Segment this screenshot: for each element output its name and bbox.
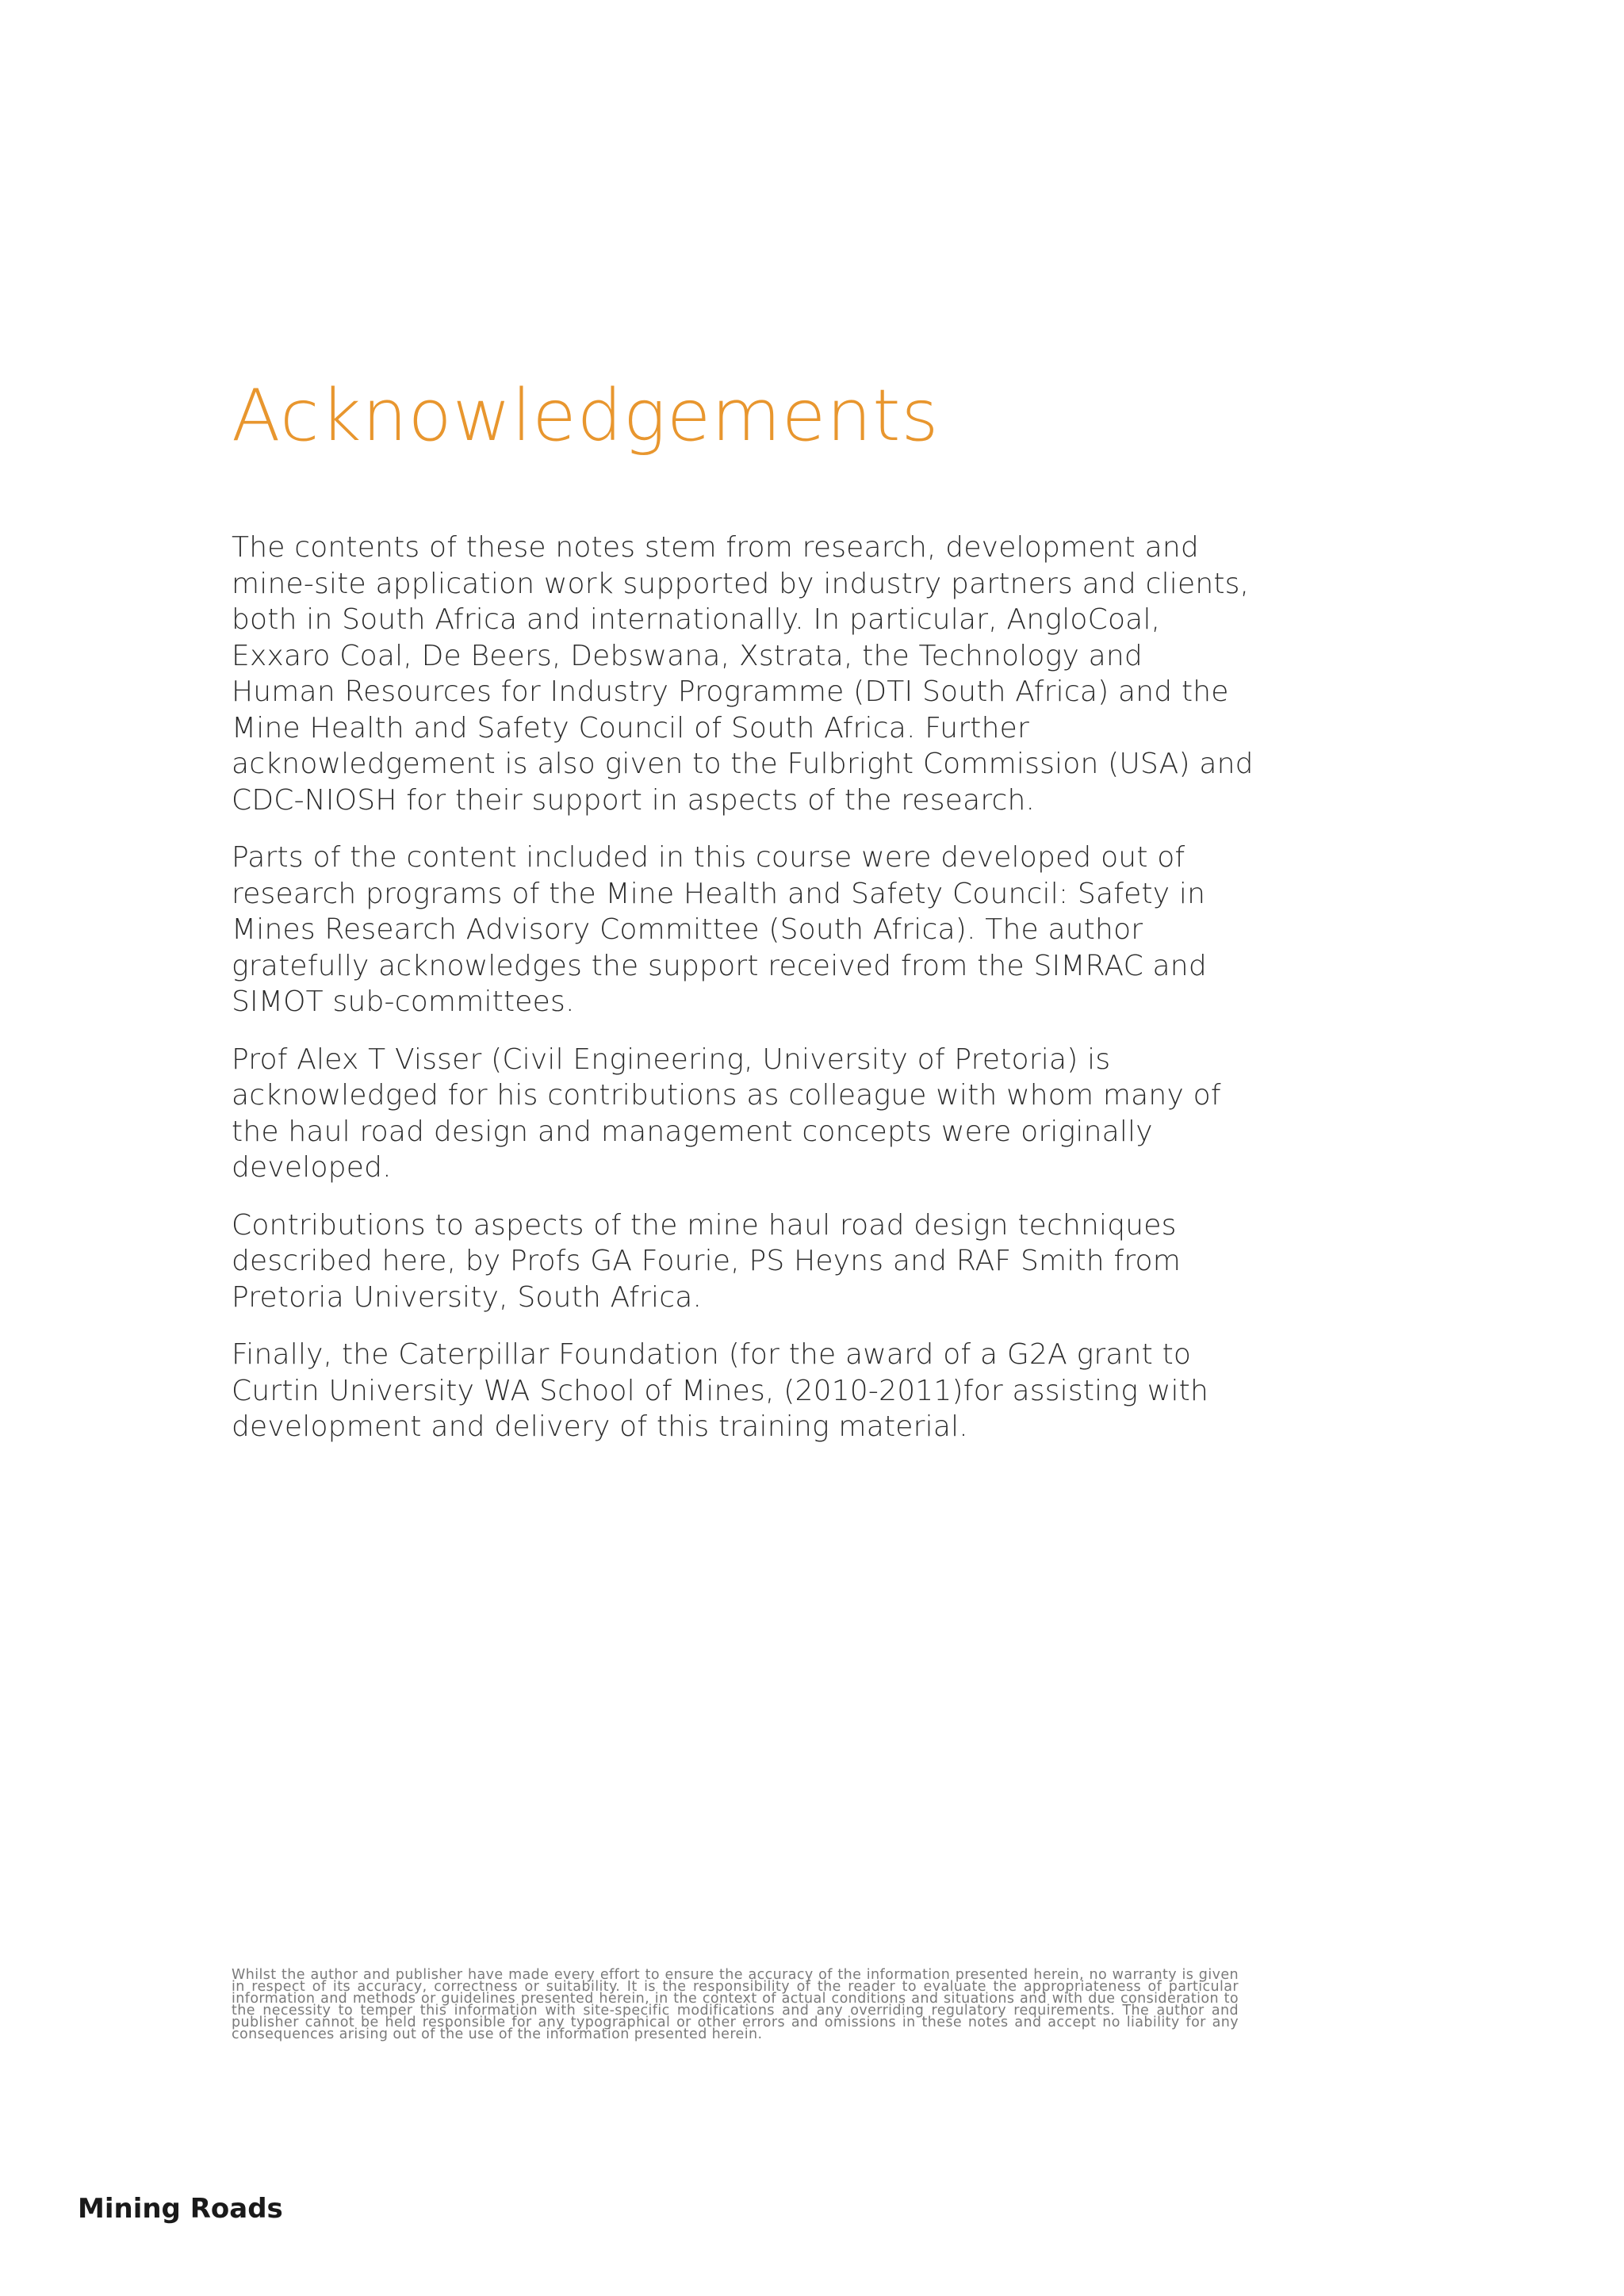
paragraph-research-support: The contents of these notes stem from research, development and mine-site application work supported by industry partners and clients, both in South Africa and internationally. In particular, AngloCoal, Exxaro Coal, De Beers, Debswana, Xstrata, the Technology and Human Resources for Industry Programme (DTI South Africa) and the Mine Health and Safety Council of South Africa. Further acknowledgement is also given to the Fulbright Commission (USA) and CDC-NIOSH for their support in aspects of the research. xyxy=(232,531,1254,817)
disclaimer-text: Whilst the author and publisher have made every effort to ensure the accuracy of the information presented herein, no warranty is given in respect of its accuracy, correctness or suitability. It is the responsibility of the reader to evaluate the appropriateness of particular information and methods or guidelines presented herein, in the context of actual conditions and situations and with due consideration to the necessity to temper this information with site-specific modifications and any overriding regulatory requirements. The author and publisher cannot be held responsible for any typographical or other errors and omissions in these notes and accept no liability for any consequences arising out of the use of the information presented herein. xyxy=(232,1967,1239,2042)
page-title: Acknowledgements xyxy=(232,374,940,457)
footer-title: Mining Roads xyxy=(78,2193,283,2225)
paragraph-contributions: Contributions to aspects of the mine haul road design techniques described here, by Profs GA Fourie, PS Heyns and RAF Smith from Pretoria University, South Africa. xyxy=(232,1208,1182,1314)
acknowledgements-body xyxy=(232,530,1254,1467)
paragraph-simrac: Parts of the content included in this course were developed out of research programs of the Mine Health and Safety Council: Safety in Mines Research Advisory Committee (South Africa). The author gratefully acknowledges the support received from the SIMRAC and SIMOT sub-committees. xyxy=(232,841,1207,1018)
paragraph-visser: Prof Alex T Visser (Civil Engineering, University of Pretoria) is acknowledged for his contributions as colleague with whom many of the haul road design and management concepts were originally developed. xyxy=(232,1043,1221,1184)
paragraph-caterpillar: Finally, the Caterpillar Foundation (for the award of a G2A grant to Curtin University WA School of Mines, (2010-2011)for assisting with development and delivery of this training material. xyxy=(232,1338,1208,1443)
